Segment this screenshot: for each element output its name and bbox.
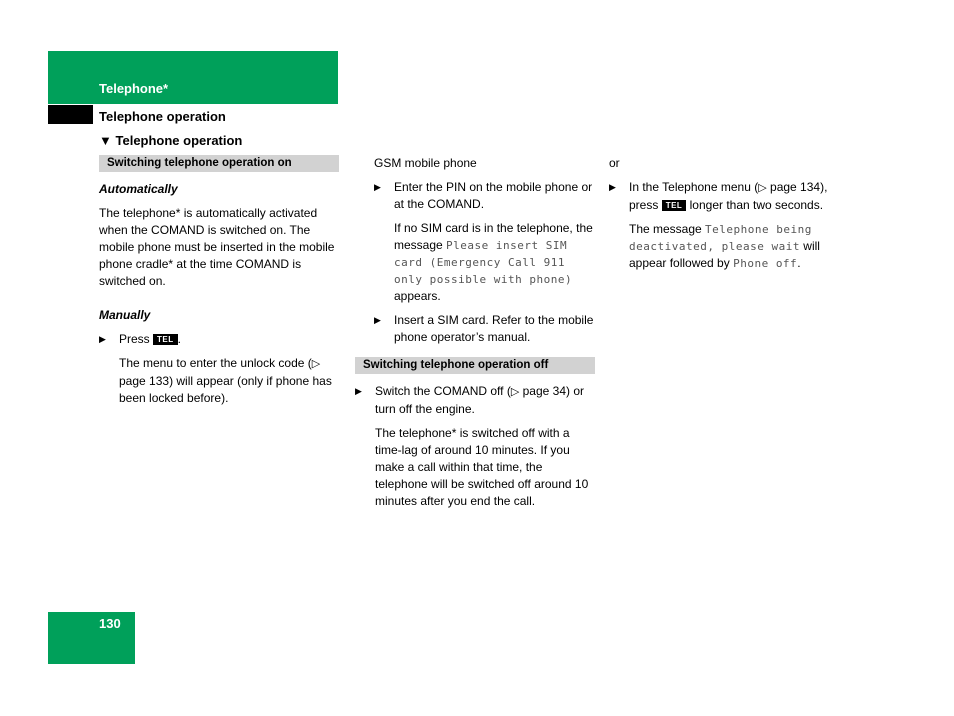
automatically-text: The telephone* is automatically activated when the COMAND is switched on. The mobile phone must be inserted in the mobile phone cradle* at the time COMAND is switched on. xyxy=(99,206,335,288)
menu-text-1: In the Telephone menu ( xyxy=(629,180,759,194)
bullet-arrow-icon: ▶ xyxy=(355,386,362,396)
unlock-text-1: The menu to enter the unlock code ( xyxy=(119,356,312,370)
insert-sim-step xyxy=(374,312,595,346)
column-right xyxy=(609,155,849,279)
page-number-tab xyxy=(48,612,135,664)
time-lag-text: The telephone* is switched off with a time-lag of around 10 minutes. If you make a call within that time, the telephone will be switched off around 10 minutes after you end the call. xyxy=(375,426,589,508)
switch-off-text-1: Switch the COMAND off ( xyxy=(375,384,511,398)
pin-text: Enter the PIN on the mobile phone or at the COMAND. xyxy=(394,180,593,211)
column-left xyxy=(99,155,339,414)
telephone-menu-step xyxy=(609,179,849,214)
section-bar-on: Switching telephone operation on xyxy=(99,155,339,172)
bullet-arrow-icon: ▶ xyxy=(374,182,381,192)
triangle-down-icon: ▼ xyxy=(99,133,112,148)
deactivated-message-text xyxy=(609,221,849,272)
page-number: 130 xyxy=(99,616,121,631)
section-bar-off: Switching telephone operation off xyxy=(355,357,595,374)
page-ref-link[interactable]: page 133 xyxy=(119,374,170,388)
manually-heading: Manually xyxy=(99,308,151,322)
subsection-title xyxy=(99,132,242,149)
subsection-label: Telephone operation xyxy=(115,133,243,148)
switch-off-text-2: ) or turn off the engine. xyxy=(375,384,585,416)
no-sim-text-2: appears. xyxy=(394,289,441,303)
automatically-heading: Automatically xyxy=(99,182,178,196)
bullet-arrow-icon: ▶ xyxy=(99,334,106,344)
gsm-label: GSM mobile phone xyxy=(374,156,477,170)
press-tel-step xyxy=(99,331,339,348)
press-suffix: . xyxy=(177,332,181,346)
unlock-text-2: ) will appear (only if phone has been locked before). xyxy=(119,374,332,405)
unlock-text xyxy=(99,355,339,407)
bullet-arrow-icon: ▶ xyxy=(609,182,616,192)
page-ref-link[interactable]: page 34 xyxy=(519,384,567,398)
section-marker xyxy=(48,105,93,124)
page-ref-link[interactable]: page 134 xyxy=(766,180,821,194)
menu-text-2: ), press xyxy=(629,180,828,212)
message-text-3: . xyxy=(797,256,801,270)
no-sim-text-1: If no SIM card is in the telephone, the message xyxy=(394,221,593,252)
page-ref-icon: ▷ xyxy=(311,358,321,370)
deactivated-message: Telephone being deactivated, please wait xyxy=(629,223,812,253)
tel-key-icon: TEL xyxy=(153,334,178,345)
bullet-arrow-icon: ▶ xyxy=(374,315,381,325)
pin-step xyxy=(374,179,595,213)
page-ref-icon: ▷ xyxy=(510,386,520,398)
section-title: Telephone operation xyxy=(99,109,226,124)
switch-off-step xyxy=(355,383,595,418)
no-sim-text xyxy=(374,220,595,305)
message-text-1: The message xyxy=(629,222,702,236)
insert-sim-text: Insert a SIM card. Refer to the mobile phone operator’s manual. xyxy=(394,313,594,344)
phone-off-message: Phone off xyxy=(733,257,798,270)
tel-key-icon: TEL xyxy=(662,200,687,211)
column-middle xyxy=(355,155,595,517)
no-sim-message: Please insert SIM card (Emergency Call 911 only possible with phone) xyxy=(394,239,573,286)
page-ref-icon: ▷ xyxy=(758,182,767,194)
message-text-2: will appear followed by xyxy=(629,239,820,270)
or-label: or xyxy=(609,156,620,170)
menu-text-3: longer than two seconds. xyxy=(689,198,824,212)
press-label: Press xyxy=(119,332,150,346)
chapter-title: Telephone* xyxy=(99,81,169,96)
chapter-tab xyxy=(48,51,338,104)
